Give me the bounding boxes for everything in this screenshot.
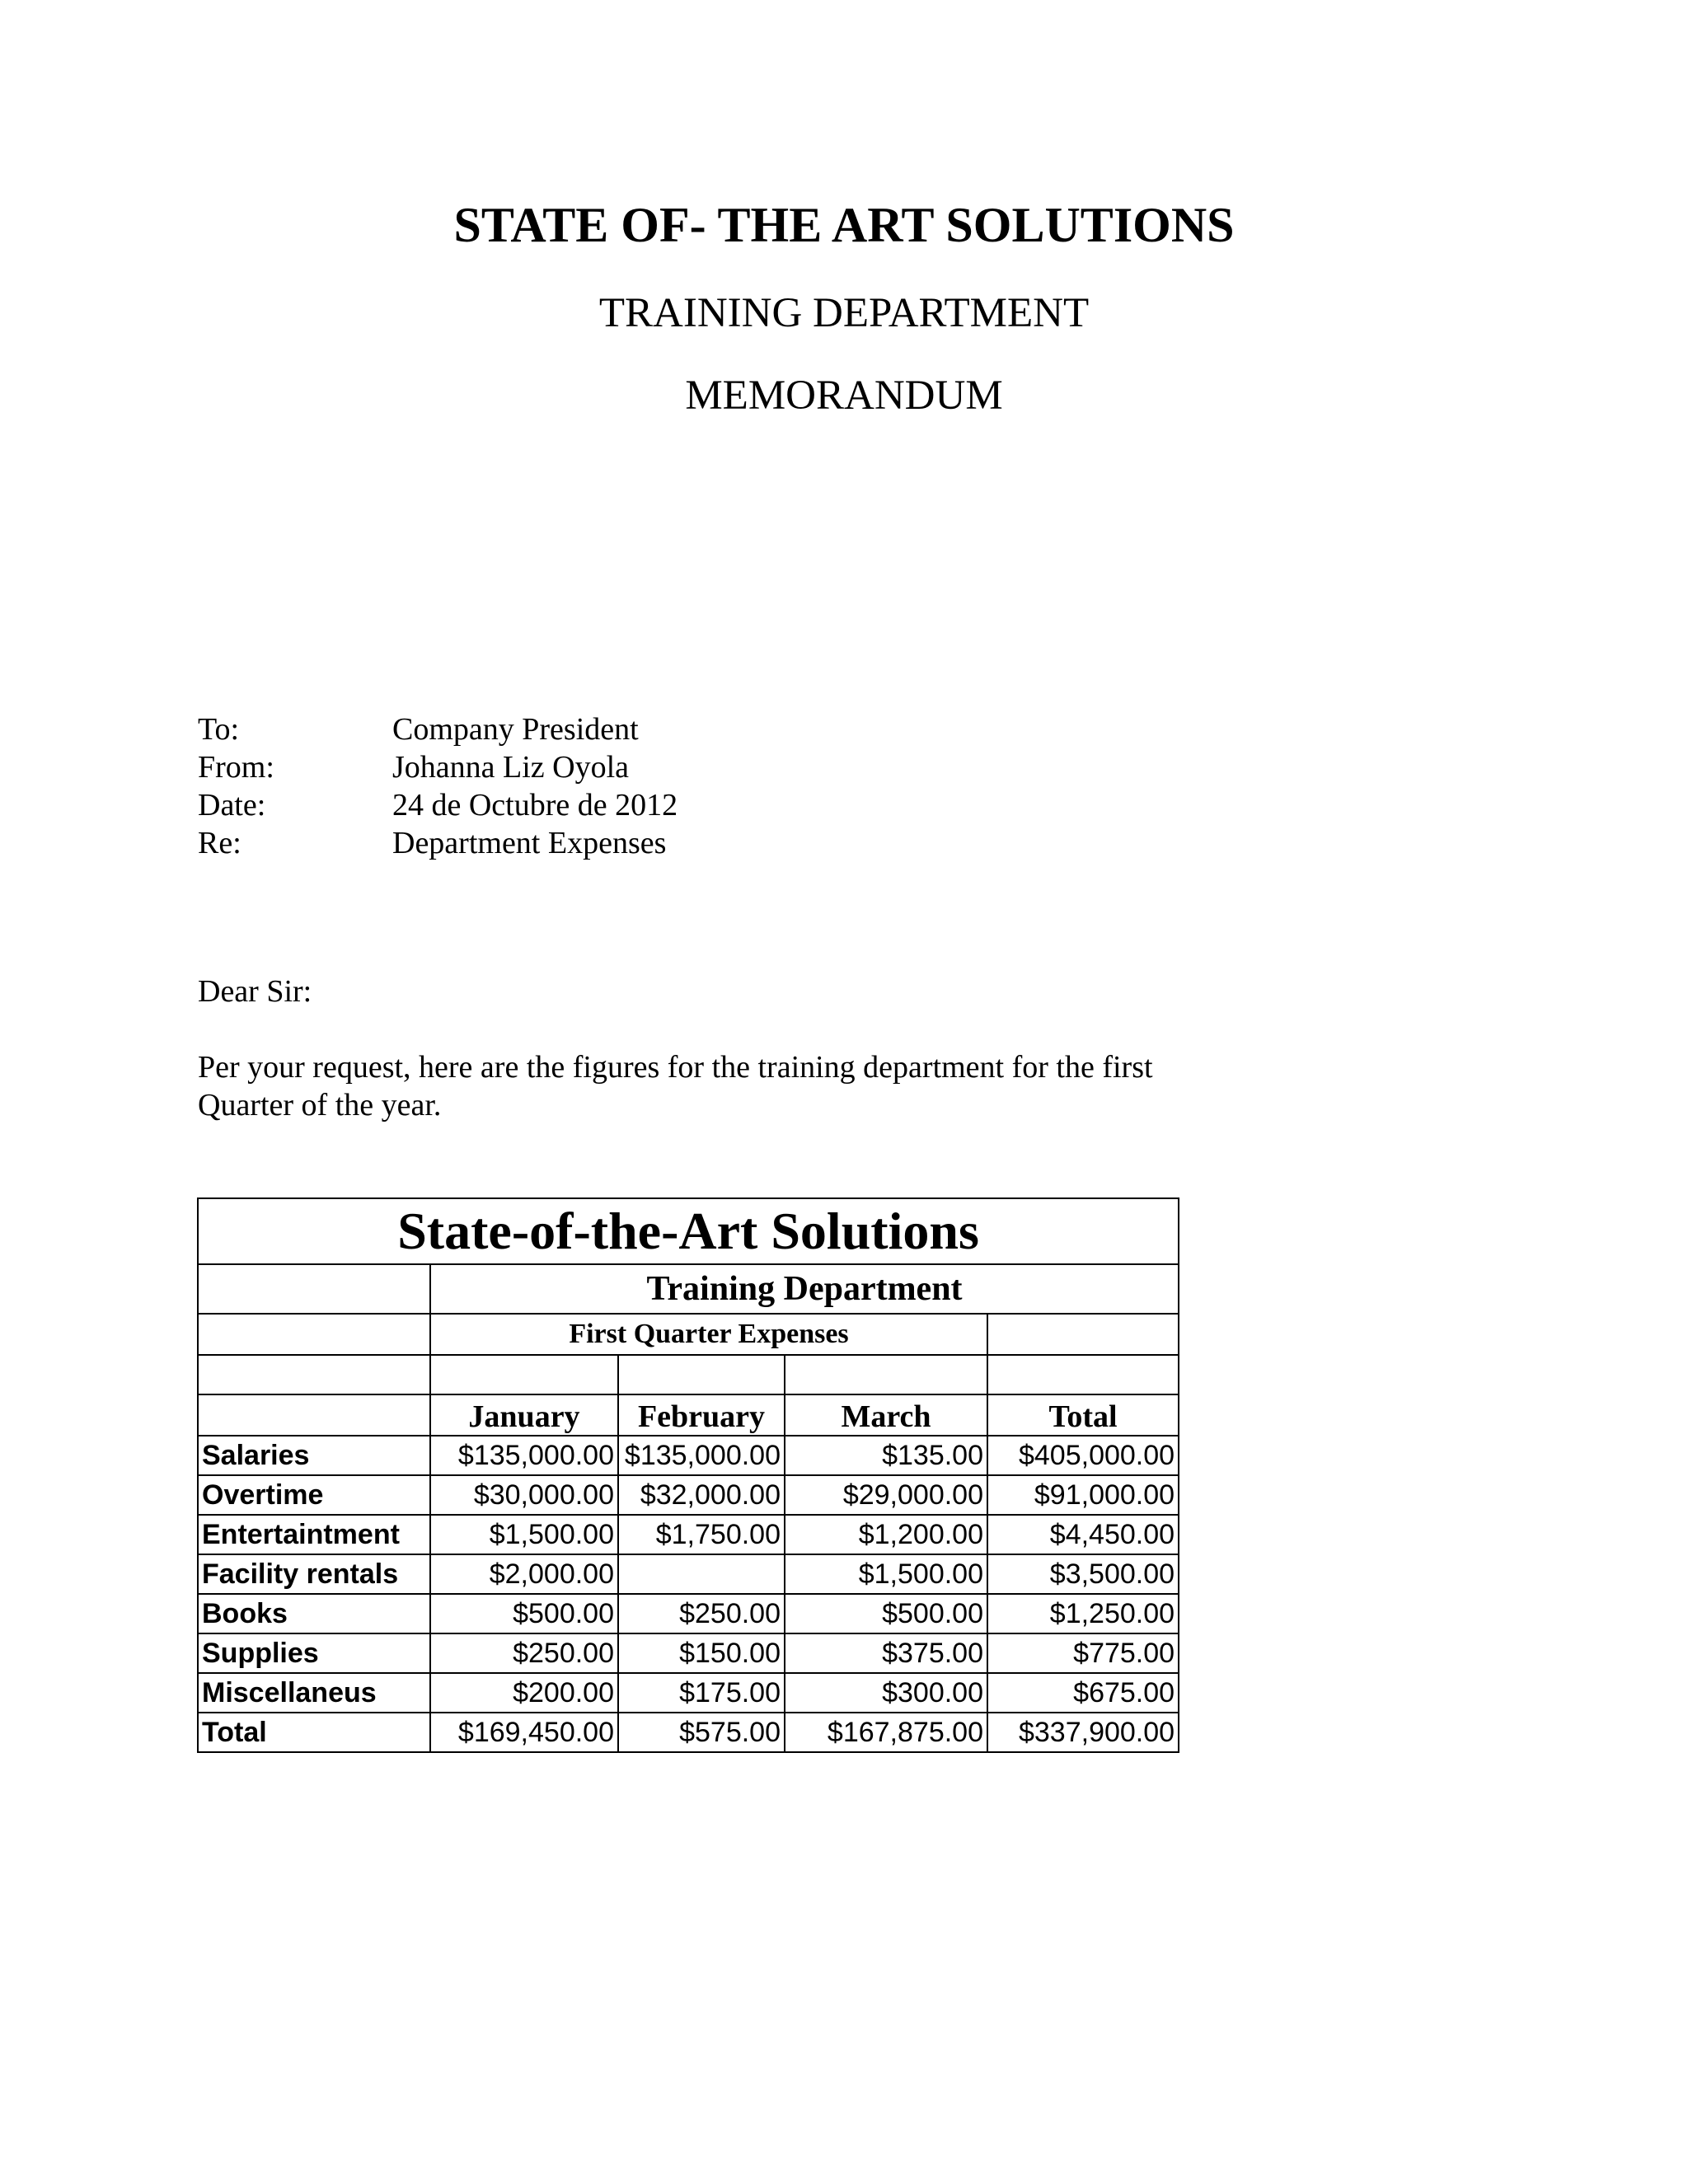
table-row xyxy=(198,1673,1179,1713)
expense-table xyxy=(197,1197,1179,1753)
column-header-february: February xyxy=(618,1394,785,1436)
cell-value: $91,000.00 xyxy=(987,1475,1179,1515)
column-header-total: Total xyxy=(987,1394,1179,1436)
cell-value: $337,900.00 xyxy=(987,1713,1179,1752)
department-title: TRAINING DEPARTMENT xyxy=(598,290,1090,336)
cell-value: $200.00 xyxy=(430,1673,618,1713)
table-empty-cell xyxy=(198,1355,430,1394)
table-subtitle-row xyxy=(198,1264,1179,1314)
to-value: Company President xyxy=(392,712,639,747)
table-empty-cell xyxy=(430,1355,618,1394)
cell-value: $3,500.00 xyxy=(987,1554,1179,1594)
cell-value: $135.00 xyxy=(785,1436,987,1475)
row-label: Salaries xyxy=(198,1436,430,1475)
cell-value: $1,200.00 xyxy=(785,1515,987,1554)
cell-value: $169,450.00 xyxy=(430,1713,618,1752)
cell-value: $175.00 xyxy=(618,1673,785,1713)
date-label: Date: xyxy=(198,788,266,823)
cell-value: $1,250.00 xyxy=(987,1594,1179,1633)
row-label: Miscellaneus xyxy=(198,1673,430,1713)
table-empty-cell xyxy=(987,1355,1179,1394)
table-blank-row xyxy=(198,1355,1179,1394)
table-subtitle2-row xyxy=(198,1314,1179,1355)
table-row-total xyxy=(198,1713,1179,1752)
cell-value: $29,000.00 xyxy=(785,1475,987,1515)
date-value: 24 de Octubre de 2012 xyxy=(392,788,678,823)
to-label: To: xyxy=(198,712,240,747)
row-label: Facility rentals xyxy=(198,1554,430,1594)
memo-title: MEMORANDUM xyxy=(685,373,1003,419)
row-label: Entertaintment xyxy=(198,1515,430,1554)
cell-value: $150.00 xyxy=(618,1633,785,1673)
greeting: Dear Sir: xyxy=(198,974,312,1009)
cell-value: $1,750.00 xyxy=(618,1515,785,1554)
intro-paragraph: Per your request, here are the figures for the training department for the first Quarter of the year. xyxy=(198,1050,1153,1122)
cell-value: $250.00 xyxy=(430,1633,618,1673)
table-row xyxy=(198,1475,1179,1515)
table-empty-cell xyxy=(618,1355,785,1394)
re-value: Department Expenses xyxy=(392,826,667,860)
cell-value: $375.00 xyxy=(785,1633,987,1673)
row-label: Supplies xyxy=(198,1633,430,1673)
table-row xyxy=(198,1436,1179,1475)
from-label: From: xyxy=(198,750,274,785)
from-value: Johanna Liz Oyola xyxy=(392,750,630,785)
cell-value: $300.00 xyxy=(785,1673,987,1713)
column-header-march: March xyxy=(785,1394,987,1436)
column-header-january: January xyxy=(430,1394,618,1436)
cell-value: $1,500.00 xyxy=(430,1515,618,1554)
table-header-row xyxy=(198,1394,1179,1436)
cell-value: $30,000.00 xyxy=(430,1475,618,1515)
cell-value: $167,875.00 xyxy=(785,1713,987,1752)
table-title-row xyxy=(198,1198,1179,1264)
table-row xyxy=(198,1554,1179,1594)
cell-value: $1,500.00 xyxy=(785,1554,987,1594)
table-subtitle2: First Quarter Expenses xyxy=(430,1314,987,1355)
cell-value: $405,000.00 xyxy=(987,1436,1179,1475)
table-empty-cell xyxy=(987,1314,1179,1355)
table-subtitle: Training Department xyxy=(430,1264,1179,1314)
table-row xyxy=(198,1594,1179,1633)
table-row xyxy=(198,1633,1179,1673)
cell-value: $135,000.00 xyxy=(430,1436,618,1475)
table-empty-cell xyxy=(198,1264,430,1314)
cell-value: $775.00 xyxy=(987,1633,1179,1673)
cell-value: $135,000.00 xyxy=(618,1436,785,1475)
row-label: Books xyxy=(198,1594,430,1633)
table-row xyxy=(198,1515,1179,1554)
cell-value: $4,450.00 xyxy=(987,1515,1179,1554)
cell-value: $575.00 xyxy=(618,1713,785,1752)
table-title: State-of-the-Art Solutions xyxy=(198,1198,1179,1264)
table-empty-cell xyxy=(785,1355,987,1394)
cell-value: $675.00 xyxy=(987,1673,1179,1713)
table-empty-cell xyxy=(198,1314,430,1355)
cell-value: $500.00 xyxy=(430,1594,618,1633)
cell-value: $32,000.00 xyxy=(618,1475,785,1515)
company-title: STATE OF- THE ART SOLUTIONS xyxy=(453,198,1235,252)
table-empty-cell xyxy=(198,1394,430,1436)
row-label: Total xyxy=(198,1713,430,1752)
cell-value xyxy=(618,1554,785,1594)
cell-value: $250.00 xyxy=(618,1594,785,1633)
re-label: Re: xyxy=(198,826,241,860)
cell-value: $2,000.00 xyxy=(430,1554,618,1594)
row-label: Overtime xyxy=(198,1475,430,1515)
cell-value: $500.00 xyxy=(785,1594,987,1633)
